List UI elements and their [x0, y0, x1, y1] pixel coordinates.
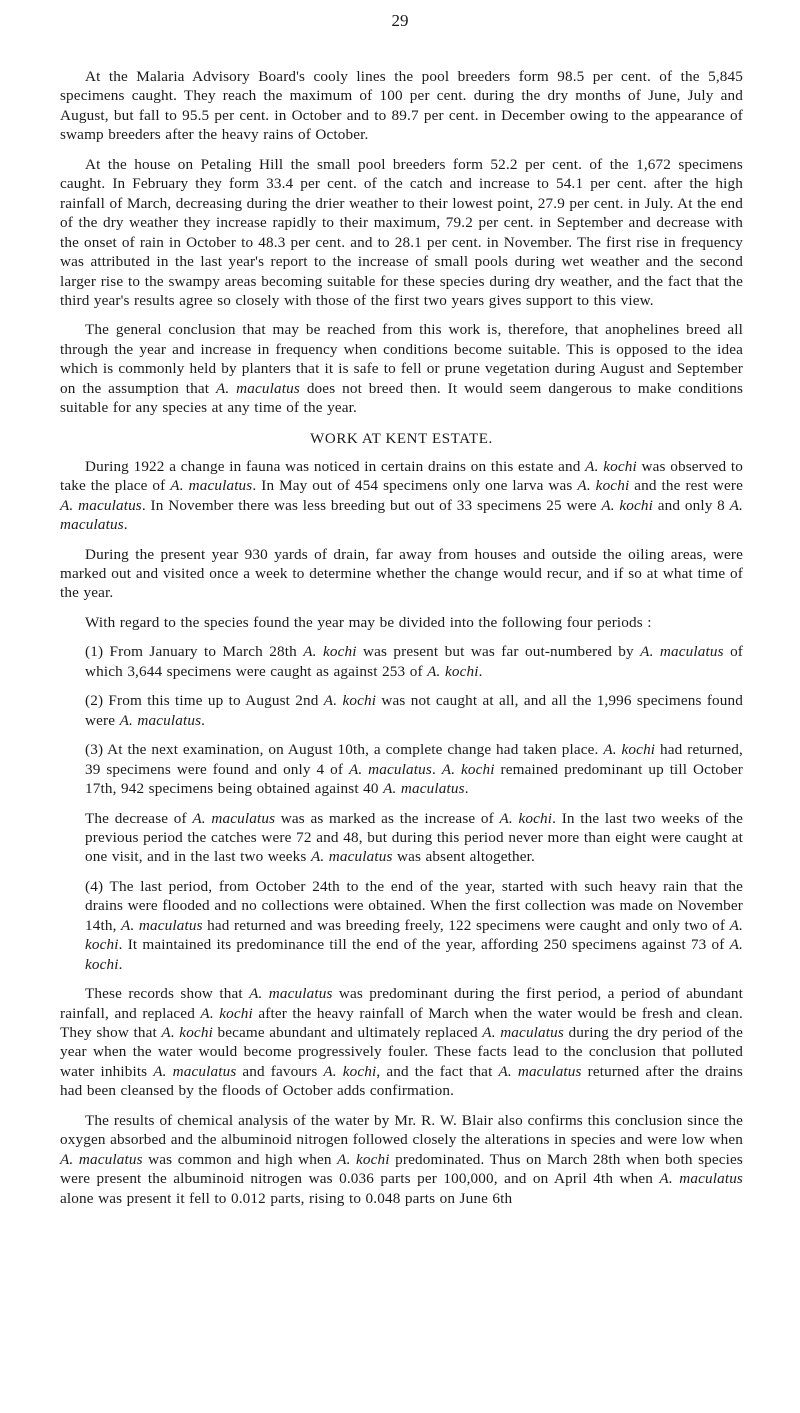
section-heading: WORK AT KENT ESTATE. [310, 430, 493, 447]
list-item-period-2: (2) From this time up to August 2nd A. kochi was not caught at all, and all the 1,996 specimens found were A. maculatus. [85, 692, 744, 729]
page-number: 29 [391, 11, 409, 30]
page-body [60, 67, 743, 1208]
paragraph-periods-intro: With regard to the species found the year may be divided into the following four periods : [85, 613, 652, 631]
list-item-period-3-continued: The decrease of A. maculatus was as marked as the increase of A. kochi. In the last two weeks of the previous period the catches were 72 and 48, but during this period never more than eight were caught at one visit, and in the last two weeks A. maculatus was absent altogether. [85, 809, 743, 866]
paragraph-petaling-hill: At the house on Petaling Hill the small pool breeders form 52.2 per cent. of the 1,672 specimens caught. In February they form 33.4 per cent. of the catch and increase to 54.1 per cent. after the high rainfall of March, decreasing during the drier weather to their lowest point, 27.9 per cent. in July. At the end of the dry weather they increase rapidly to their maximum, 79.2 per cent. in September and decrease with the onset of rain in October to 48.3 per cent. and to 28.1 per cent. in November. The first rise in frequency was attributed in the last year's report to the increase of small pools during wet weather and the second larger rise to the swampy areas becoming suitable for these species during dry weather, and the fact that the third year's results agree so closely with those of the first two years gives support to this view. [60, 155, 743, 309]
list-item-period-3: (3) At the next examination, on August 10th, a complete change had taken place. A. kochi had returned, 39 specimens were found and only 4 of A. maculatus. A. kochi remained predominant up till October 17th, 942 specimens being obtained against 40 A. maculatus. [85, 741, 743, 798]
paragraph-general-conclusion: The general conclusion that may be reached from this work is, therefore, that anophelines breed all through the year and increase in frequency when conditions become suitable. This is opposed to the idea which is commonly held by planters that it is safe to fell or prune vegetation during August and September on the assumption that A. maculatus does not breed then. It would seem dangerous to make conditions suitable for any species at any time of the year. [60, 321, 744, 417]
list-item-period-4: (4) The last period, from October 24th to the end of the year, started with such heavy rain that the drains were flooded and no collections were obtained. When the first collection was made on November 14th, A. maculatus had returned and was breeding freely, 122 specimens were caught and only two of A. kochi. It maintained its predominance till the end of the year, affording 250 specimens against 73 of A. kochi. [85, 877, 743, 973]
paragraph-records-summary: These records show that A. maculatus was predominant during the first period, a period of abundant rainfall, and replaced A. kochi after the heavy rainfall of March when the water would be fresh and clean. They show that A. kochi became abundant and ultimately replaced A. maculatus during the dry period of the year when the water would become progressively fouler. These facts lead to the conclusion that polluted water inhibits A. maculatus and favours A. kochi, and the fact that A. maculatus returned after the drains had been cleansed by the floods of October adds confirmation. [60, 985, 744, 1100]
paragraph-fauna-change: During 1922 a change in fauna was noticed in certain drains on this estate and A. kochi was observed to take the place of A. maculatus. In May out of 454 specimens only one larva was A. kochi and the rest were A. maculatus. In November there was less breeding but out of 33 specimens 25 were A. kochi and only 8 A. maculatus. [60, 457, 743, 534]
paragraph-drain-survey: During the present year 930 yards of drain, far away from houses and outside the oiling areas, were marked out and visited once a week to determine whether the change would recur, and if so at what time of the year. [60, 545, 743, 602]
paragraph-chemical-analysis: The results of chemical analysis of the water by Mr. R. W. Blair also confirms this conclusion since the oxygen absorbed and the albuminoid nitrogen followed closely the alterations in species and were low when A. maculatus was common and high when A. kochi predominated. Thus on March 28th when both species were present the albuminoid nitrogen was 0.036 parts per 100,000, and on April 4th when A. maculatus alone was present it fell to 0.012 parts, rising to 0.048 parts on June 6th [60, 1111, 743, 1207]
paragraph-cooly-lines: At the Malaria Advisory Board's cooly lines the pool breeders form 98.5 per cent. of the 5,845 specimens caught. They reach the maximum of 100 per cent. during the dry months of June, July and August, but fall to 95.5 per cent. in October and to 89.7 per cent. in December owing to the appearance of swamp breeders after the heavy rains of October. [60, 68, 743, 144]
list-item-period-1: (1) From January to March 28th A. kochi was present but was far out-numbered by A. maculatus of which 3,644 specimens were caught as against 253 of A. kochi. [85, 643, 744, 680]
